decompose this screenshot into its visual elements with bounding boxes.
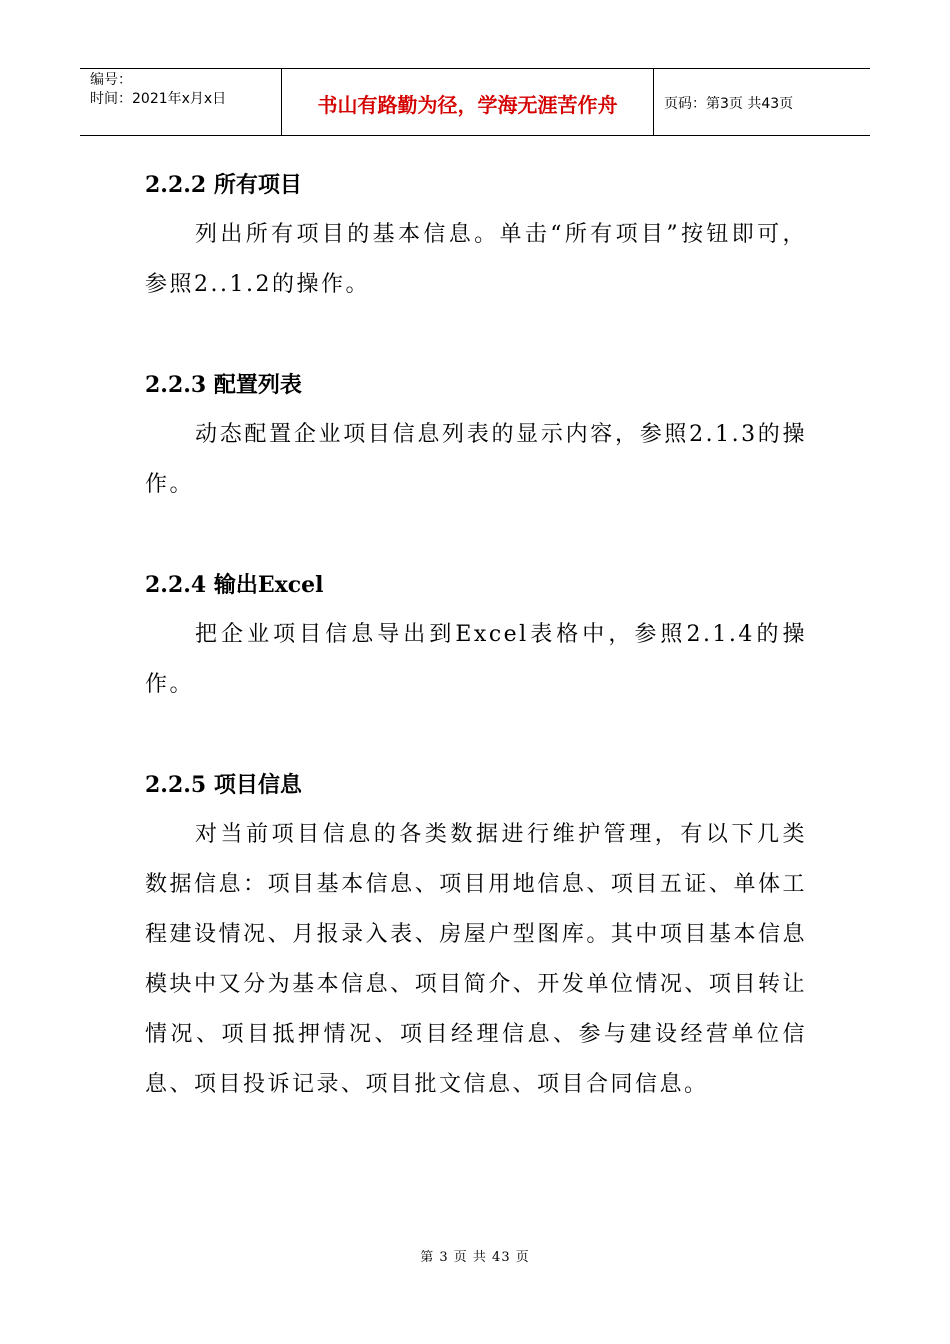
document-body [145,160,807,1110]
section-paragraph-config-list: 动态配置企业项目信息列表的显示内容，参照2.1.3的操作。 [145,422,807,497]
header-meta [80,69,282,135]
header-page-info: 页码：第3页 共43页 [664,96,794,112]
section-heading-export-excel: 2.2.4 输出Excel [145,572,324,598]
header-date-label: 时间：2021年x月x日 [90,91,227,107]
section-paragraph-export-excel: 把企业项目信息导出到Excel表格中，参照2.1.4的操作。 [145,622,807,697]
header-code-label: 编号： [90,72,132,88]
section-paragraph-all-projects: 列出所有项目的基本信息。单击“所有项目”按钮即可，参照2..1.2的操作。 [145,222,807,297]
section-paragraph-project-info: 对当前项目信息的各类数据进行维护管理，有以下几类数据信息：项目基本信息、项目用地信息、项目五证、单体工程建设情况、月报录入表、房屋户型图库。其中项目基本信息模块中又分为基本信息、项目简介、开发单位情况、项目转让情况、项目抵押情况、项目经理信息、参与建设经营单位信息、项目投诉记录、项目批文信息、项目合同信息。 [145,822,807,1097]
section-spacer [145,510,807,560]
page-header [80,68,870,136]
section-spacer [145,710,807,760]
section-heading-project-info: 2.2.5 项目信息 [145,772,302,798]
section-heading-config-list: 2.2.3 配置列表 [145,372,302,398]
page-footer: 第 3 页 共 43 页 [420,1250,530,1265]
section-spacer [145,310,807,360]
header-motto: 书山有路勤为径，学海无涯苦作舟 [282,69,654,135]
section-heading-all-projects: 2.2.2 所有项目 [145,172,302,198]
